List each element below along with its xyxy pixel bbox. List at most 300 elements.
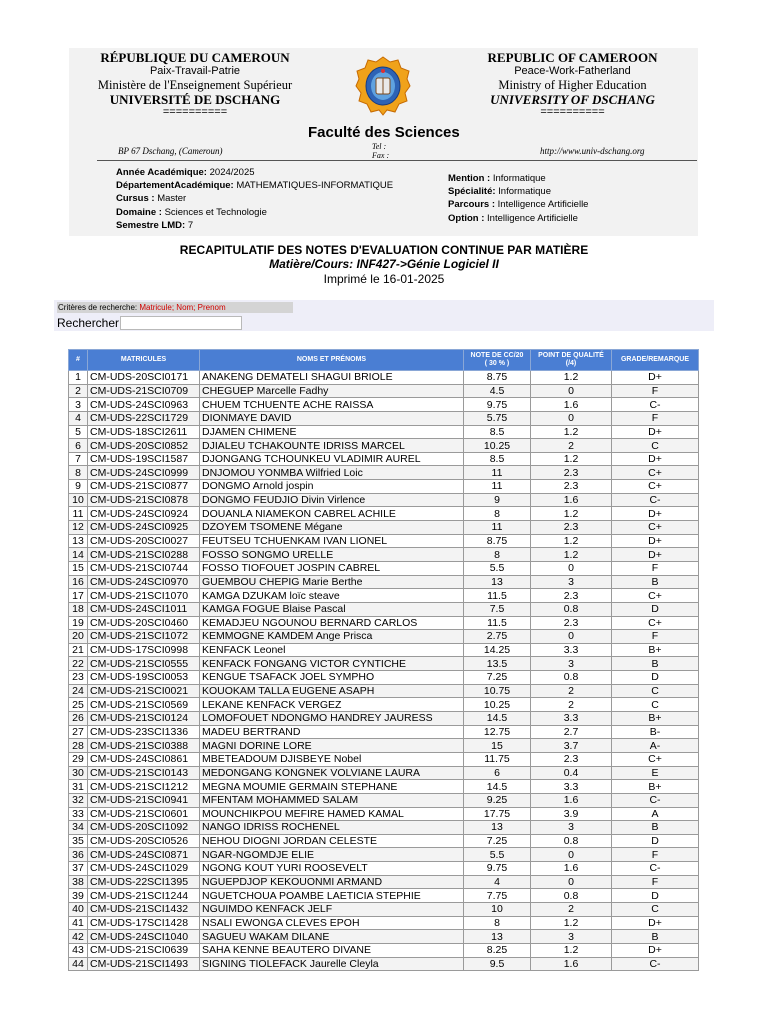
cell-nom: NANGO IDRISS ROCHENEL	[200, 821, 464, 835]
cell-note: 9	[464, 493, 531, 507]
cell-point: 3.3	[531, 780, 612, 794]
cell-grade: F	[612, 848, 699, 862]
cell-note: 11	[464, 480, 531, 494]
cell-nom: MADEU BERTRAND	[200, 725, 464, 739]
cell-matricule: CM-UDS-21SCI0555	[88, 657, 200, 671]
cell-point: 0	[531, 561, 612, 575]
cell-point: 2	[531, 439, 612, 453]
table-row	[69, 930, 699, 944]
cell-num: 15	[69, 561, 88, 575]
cell-num: 36	[69, 848, 88, 862]
cell-grade: D	[612, 602, 699, 616]
cell-grade: F	[612, 561, 699, 575]
cell-point: 2	[531, 698, 612, 712]
cell-nom: CHEGUEP Marcelle Fadhy	[200, 384, 464, 398]
cell-note: 5.5	[464, 848, 531, 862]
cell-nom: MEDONGANG KONGNEK VOLVIANE LAURA	[200, 766, 464, 780]
cell-note: 7.5	[464, 602, 531, 616]
annee-value: 2024/2025	[209, 167, 255, 178]
cell-point: 2.3	[531, 466, 612, 480]
cell-point: 0	[531, 630, 612, 644]
header-nom[interactable]: NOMS ET PRÉNOMS	[200, 350, 464, 371]
cell-matricule: CM-UDS-20SCI0027	[88, 534, 200, 548]
table-row	[69, 589, 699, 603]
cell-note: 8.75	[464, 371, 531, 385]
table-row	[69, 616, 699, 630]
cell-num: 30	[69, 766, 88, 780]
cell-matricule: CM-UDS-20SCI0526	[88, 834, 200, 848]
cell-num: 33	[69, 807, 88, 821]
cell-grade: C-	[612, 862, 699, 876]
cell-num: 1	[69, 371, 88, 385]
cell-matricule: CM-UDS-24SCI0871	[88, 848, 200, 862]
cell-num: 43	[69, 943, 88, 957]
cell-note: 13	[464, 930, 531, 944]
cell-point: 1.2	[531, 916, 612, 930]
cell-matricule: CM-UDS-21SCI1072	[88, 630, 200, 644]
cell-nom: NGAR-NGOMDJE ELIE	[200, 848, 464, 862]
table-row	[69, 371, 699, 385]
header-point-line2: (/4)	[565, 360, 577, 367]
cell-num: 13	[69, 534, 88, 548]
cell-grade: C-	[612, 493, 699, 507]
criteria-label: Critères de recherche:	[58, 303, 138, 312]
cell-matricule: CM-UDS-20SCI0852	[88, 439, 200, 453]
table-row	[69, 902, 699, 916]
cell-point: 0	[531, 411, 612, 425]
cell-note: 15	[464, 739, 531, 753]
ministry-fr: Ministère de l'Enseignement Supérieur	[97, 78, 293, 92]
table-row	[69, 739, 699, 753]
cursus-label: Cursus :	[116, 193, 155, 205]
cell-grade: B	[612, 821, 699, 835]
table-row	[69, 889, 699, 903]
cell-note: 11.75	[464, 752, 531, 766]
cell-note: 13.5	[464, 657, 531, 671]
cell-num: 23	[69, 671, 88, 685]
report-title: RECAPITULATIF DES NOTES D'EVALUATION CONTINUE PAR MATIÈRE	[179, 243, 589, 257]
cell-nom: FEUTSEU TCHUENKAM IVAN LIONEL	[200, 534, 464, 548]
cell-nom: GUEMBOU CHEPIG Marie Berthe	[200, 575, 464, 589]
cell-note: 4.5	[464, 384, 531, 398]
cell-num: 10	[69, 493, 88, 507]
header-grade[interactable]: GRADE/REMARQUE	[612, 350, 699, 371]
header-matricule[interactable]: MATRICULES	[88, 350, 200, 371]
cell-nom: CHUEM TCHUENTE ACHE RAISSA	[200, 398, 464, 412]
table-header-row	[69, 350, 699, 371]
cursus-value: Master	[157, 193, 187, 205]
academic-info-left	[116, 166, 393, 232]
table-row	[69, 712, 699, 726]
cell-grade: B+	[612, 780, 699, 794]
cell-note: 8.5	[464, 425, 531, 439]
table-row	[69, 657, 699, 671]
cell-grade: C+	[612, 480, 699, 494]
cell-nom: LEKANE KENFACK VERGEZ	[200, 698, 464, 712]
table-row	[69, 521, 699, 535]
cell-nom: DNJOMOU YONMBA Wilfried Loic	[200, 466, 464, 480]
cell-point: 1.2	[531, 534, 612, 548]
cell-point: 3	[531, 930, 612, 944]
cell-matricule: CM-UDS-21SCI1212	[88, 780, 200, 794]
cell-note: 8.5	[464, 452, 531, 466]
table-row	[69, 466, 699, 480]
cell-note: 8	[464, 916, 531, 930]
cell-point: 2	[531, 902, 612, 916]
option-value: Intelligence Artificielle	[487, 212, 578, 224]
cell-matricule: CM-UDS-21SCI0878	[88, 493, 200, 507]
table-row	[69, 875, 699, 889]
annee-label: Année Académique:	[116, 167, 207, 178]
header-point[interactable]	[531, 350, 612, 371]
cell-num: 18	[69, 602, 88, 616]
separator-left: ==========	[162, 106, 228, 118]
cell-note: 8.25	[464, 943, 531, 957]
cell-note: 17.75	[464, 807, 531, 821]
cell-point: 1.6	[531, 793, 612, 807]
cell-grade: D+	[612, 371, 699, 385]
table-row	[69, 793, 699, 807]
cell-grade: D+	[612, 916, 699, 930]
cell-num: 14	[69, 548, 88, 562]
cell-num: 41	[69, 916, 88, 930]
table-row	[69, 780, 699, 794]
cell-num: 22	[69, 657, 88, 671]
cell-matricule: CM-UDS-24SCI0970	[88, 575, 200, 589]
cell-nom: DIONMAYE DAVID	[200, 411, 464, 425]
cell-num: 42	[69, 930, 88, 944]
table-row	[69, 548, 699, 562]
faculty-name: Faculté des Sciences	[308, 124, 460, 141]
table-row	[69, 943, 699, 957]
cell-point: 0	[531, 848, 612, 862]
cell-matricule: CM-UDS-21SCI0388	[88, 739, 200, 753]
cell-note: 9.75	[464, 862, 531, 876]
cell-point: 3.3	[531, 643, 612, 657]
cell-note: 13	[464, 821, 531, 835]
cell-num: 37	[69, 862, 88, 876]
cell-grade: E	[612, 766, 699, 780]
cell-note: 7.75	[464, 889, 531, 903]
cell-point: 3	[531, 657, 612, 671]
table-row	[69, 534, 699, 548]
cell-nom: MOUNCHIKPOU MEFIRE HAMED KAMAL	[200, 807, 464, 821]
cell-note: 6	[464, 766, 531, 780]
cell-grade: D	[612, 834, 699, 848]
header-note[interactable]	[464, 350, 531, 371]
cell-num: 16	[69, 575, 88, 589]
cell-nom: KAMGA FOGUE Blaise Pascal	[200, 602, 464, 616]
table-row	[69, 834, 699, 848]
parcours-value: Intelligence Artificielle	[497, 199, 589, 211]
cell-matricule: CM-UDS-21SCI1244	[88, 889, 200, 903]
cell-matricule: CM-UDS-24SCI0999	[88, 466, 200, 480]
cell-point: 1.2	[531, 452, 612, 466]
header-right-block	[460, 50, 685, 118]
dept-value: MATHEMATIQUES-INFORMATIQUE	[236, 180, 394, 192]
cell-num: 11	[69, 507, 88, 521]
country-en: REPUBLIC OF CAMEROON	[487, 50, 658, 65]
cell-nom: ANAKENG DEMATELI SHAGUI BRIOLE	[200, 371, 464, 385]
motto-en: Peace-Work-Fatherland	[514, 65, 631, 77]
cell-grade: D	[612, 889, 699, 903]
cell-point: 1.2	[531, 507, 612, 521]
table-row	[69, 766, 699, 780]
course-title: Matière/Cours: INF427->Génie Logiciel II	[269, 257, 499, 271]
cell-matricule: CM-UDS-24SCI1029	[88, 862, 200, 876]
cell-grade: C	[612, 698, 699, 712]
grades-table	[68, 349, 699, 971]
cell-note: 8	[464, 507, 531, 521]
cell-num: 3	[69, 398, 88, 412]
cell-note: 14.5	[464, 780, 531, 794]
ministry-en: Ministry of Higher Education	[498, 78, 647, 92]
cell-point: 1.2	[531, 548, 612, 562]
cell-note: 13	[464, 575, 531, 589]
cell-num: 21	[69, 643, 88, 657]
cell-grade: D+	[612, 507, 699, 521]
cell-note: 5.75	[464, 411, 531, 425]
cell-point: 2.3	[531, 589, 612, 603]
cell-num: 44	[69, 957, 88, 971]
cell-point: 2.7	[531, 725, 612, 739]
cell-grade: C	[612, 902, 699, 916]
table-row	[69, 425, 699, 439]
cell-note: 11.5	[464, 589, 531, 603]
university-fr: UNIVERSITÉ DE DSCHANG	[109, 92, 281, 107]
cell-num: 28	[69, 739, 88, 753]
cell-num: 8	[69, 466, 88, 480]
cell-matricule: CM-UDS-21SCI0288	[88, 548, 200, 562]
table-row	[69, 684, 699, 698]
cell-nom: KENFACK Leonel	[200, 643, 464, 657]
cell-num: 7	[69, 452, 88, 466]
cell-point: 2.3	[531, 752, 612, 766]
cell-num: 34	[69, 821, 88, 835]
cell-nom: NGONG KOUT YURI ROOSEVELT	[200, 862, 464, 876]
header-rule	[97, 160, 697, 161]
domaine-label: Domaine :	[116, 206, 162, 218]
cell-nom: MBETEADOUM DJISBEYE Nobel	[200, 752, 464, 766]
cell-matricule: CM-UDS-20SCI0460	[88, 616, 200, 630]
header-note-line2: ( 30 % )	[484, 360, 510, 367]
cell-num: 31	[69, 780, 88, 794]
cell-matricule: CM-UDS-18SCI2611	[88, 425, 200, 439]
cell-nom: DONGMO FEUDJIO Divin Virlence	[200, 493, 464, 507]
table-row	[69, 630, 699, 644]
cell-grade: B+	[612, 643, 699, 657]
table-row	[69, 821, 699, 835]
cell-matricule: CM-UDS-21SCI1432	[88, 902, 200, 916]
specialite-value: Informatique	[498, 186, 551, 198]
cell-matricule: CM-UDS-21SCI0124	[88, 712, 200, 726]
mention-label: Mention :	[448, 173, 491, 184]
cell-point: 2.3	[531, 480, 612, 494]
table-row	[69, 643, 699, 657]
cell-matricule: CM-UDS-21SCI0569	[88, 698, 200, 712]
cell-note: 11	[464, 466, 531, 480]
motto-fr: Paix-Travail-Patrie	[149, 65, 241, 77]
cell-num: 29	[69, 752, 88, 766]
cell-matricule: CM-UDS-21SCI0941	[88, 793, 200, 807]
cell-point: 2.3	[531, 521, 612, 535]
cell-matricule: CM-UDS-17SCI0998	[88, 643, 200, 657]
cell-num: 6	[69, 439, 88, 453]
cell-nom: MAGNI DORINE LORE	[200, 739, 464, 753]
cell-nom: NGUETCHOUA POAMBE LAETICIA STEPHIE	[200, 889, 464, 903]
cell-num: 25	[69, 698, 88, 712]
tel-label: Tel :	[372, 142, 387, 151]
cell-point: 3	[531, 575, 612, 589]
cell-point: 0.8	[531, 889, 612, 903]
table-row	[69, 848, 699, 862]
cell-matricule: CM-UDS-19SCI1587	[88, 452, 200, 466]
cell-note: 9.5	[464, 957, 531, 971]
table-row	[69, 916, 699, 930]
cell-num: 9	[69, 480, 88, 494]
cell-matricule: CM-UDS-21SCI0021	[88, 684, 200, 698]
option-label: Option :	[448, 212, 485, 224]
cell-grade: C	[612, 439, 699, 453]
cell-note: 10.25	[464, 439, 531, 453]
academic-info-right	[448, 172, 588, 225]
table-row	[69, 957, 699, 971]
cell-note: 7.25	[464, 671, 531, 685]
table-row	[69, 752, 699, 766]
cell-nom: SAGUEU WAKAM DILANE	[200, 930, 464, 944]
parcours-label: Parcours :	[448, 199, 495, 211]
cell-num: 2	[69, 384, 88, 398]
cell-num: 17	[69, 589, 88, 603]
table-row	[69, 671, 699, 685]
cell-note: 10.25	[464, 698, 531, 712]
semestre-label: Semestre LMD:	[116, 219, 186, 231]
cell-matricule: CM-UDS-17SCI1428	[88, 916, 200, 930]
cell-nom: MFENTAM MOHAMMED SALAM	[200, 793, 464, 807]
cell-matricule: CM-UDS-21SCI0143	[88, 766, 200, 780]
cell-point: 1.2	[531, 371, 612, 385]
cell-point: 0.8	[531, 834, 612, 848]
cell-matricule: CM-UDS-24SCI1040	[88, 930, 200, 944]
cell-grade: C+	[612, 616, 699, 630]
cell-nom: KAMGA DZUKAM loïc steave	[200, 589, 464, 603]
cell-point: 0.4	[531, 766, 612, 780]
cell-point: 2	[531, 684, 612, 698]
cell-grade: C+	[612, 752, 699, 766]
cell-note: 14.25	[464, 643, 531, 657]
mention-value: Informatique	[492, 173, 546, 184]
cell-grade: F	[612, 411, 699, 425]
cell-note: 9.25	[464, 793, 531, 807]
cell-point: 0	[531, 384, 612, 398]
table-row	[69, 561, 699, 575]
cell-num: 5	[69, 425, 88, 439]
cell-nom: KENGUE TSAFACK JOEL SYMPHO	[200, 671, 464, 685]
cell-grade: C+	[612, 589, 699, 603]
cell-point: 1.2	[531, 425, 612, 439]
cell-point: 1.2	[531, 943, 612, 957]
cell-grade: A	[612, 807, 699, 821]
cell-nom: FOSSO SONGMO URELLE	[200, 548, 464, 562]
search-input[interactable]	[120, 316, 242, 330]
cell-nom: KOUOKAM TALLA EUGENE ASAPH	[200, 684, 464, 698]
table-row	[69, 698, 699, 712]
cell-matricule: CM-UDS-24SCI0925	[88, 521, 200, 535]
cell-num: 20	[69, 630, 88, 644]
header-num[interactable]: #	[69, 350, 88, 371]
header-note-line1: NOTE DE CC/20	[470, 352, 524, 359]
cell-nom: LOMOFOUET NDONGMO HANDREY JAURESS	[200, 712, 464, 726]
cell-matricule: CM-UDS-21SCI0744	[88, 561, 200, 575]
university-seal-icon	[355, 56, 411, 116]
cell-nom: NGUEPDJOP KEKOUONMI ARMAND	[200, 875, 464, 889]
header-point-line1: POINT DE QUALITÉ	[538, 352, 604, 359]
table-row	[69, 807, 699, 821]
cell-grade: C+	[612, 466, 699, 480]
cell-matricule: CM-UDS-24SCI1011	[88, 602, 200, 616]
table-row	[69, 575, 699, 589]
cell-note: 11.5	[464, 616, 531, 630]
cell-nom: KEMMOGNE KAMDEM Ange Prisca	[200, 630, 464, 644]
cell-num: 27	[69, 725, 88, 739]
cell-point: 3.3	[531, 712, 612, 726]
cell-point: 1.6	[531, 493, 612, 507]
table-row	[69, 480, 699, 494]
criteria-value: Matricule; Nom; Prenom	[139, 303, 226, 312]
cell-num: 40	[69, 902, 88, 916]
specialite-label: Spécialité:	[448, 186, 496, 198]
cell-grade: B	[612, 930, 699, 944]
cell-matricule: CM-UDS-19SCI0053	[88, 671, 200, 685]
cell-grade: A-	[612, 739, 699, 753]
cell-grade: D	[612, 671, 699, 685]
search-label: Rechercher	[57, 316, 120, 330]
postal-address: BP 67 Dschang, (Cameroun)	[118, 146, 223, 156]
university-en: UNIVERSITY OF DSCHANG	[490, 92, 655, 107]
cell-nom: FOSSO TIOFOUET JOSPIN CABREL	[200, 561, 464, 575]
cell-note: 8.75	[464, 534, 531, 548]
cell-grade: B	[612, 657, 699, 671]
cell-grade: C-	[612, 957, 699, 971]
cell-matricule: CM-UDS-22SCI1395	[88, 875, 200, 889]
tel-fax	[372, 142, 389, 160]
table-row	[69, 725, 699, 739]
semestre-value: 7	[187, 219, 194, 231]
cell-grade: D+	[612, 548, 699, 562]
table-row	[69, 493, 699, 507]
cell-point: 3.9	[531, 807, 612, 821]
header-left-block	[80, 50, 310, 118]
cell-note: 10.75	[464, 684, 531, 698]
cell-grade: C-	[612, 398, 699, 412]
cell-nom: NSALI EWONGA CLEVES EPOH	[200, 916, 464, 930]
cell-note: 11	[464, 521, 531, 535]
cell-num: 38	[69, 875, 88, 889]
table-row	[69, 398, 699, 412]
cell-matricule: CM-UDS-21SCI1070	[88, 589, 200, 603]
cell-nom: MEGNA MOUMIE GERMAIN STEPHANE	[200, 780, 464, 794]
cell-matricule: CM-UDS-21SCI1493	[88, 957, 200, 971]
cell-num: 12	[69, 521, 88, 535]
cell-grade: B+	[612, 712, 699, 726]
cell-num: 24	[69, 684, 88, 698]
cell-matricule: CM-UDS-22SCI1729	[88, 411, 200, 425]
cell-grade: F	[612, 630, 699, 644]
cell-point: 0.8	[531, 602, 612, 616]
cell-num: 35	[69, 834, 88, 848]
cell-num: 39	[69, 889, 88, 903]
cell-nom: SAHA KENNE BEAUTERO DIVANE	[200, 943, 464, 957]
